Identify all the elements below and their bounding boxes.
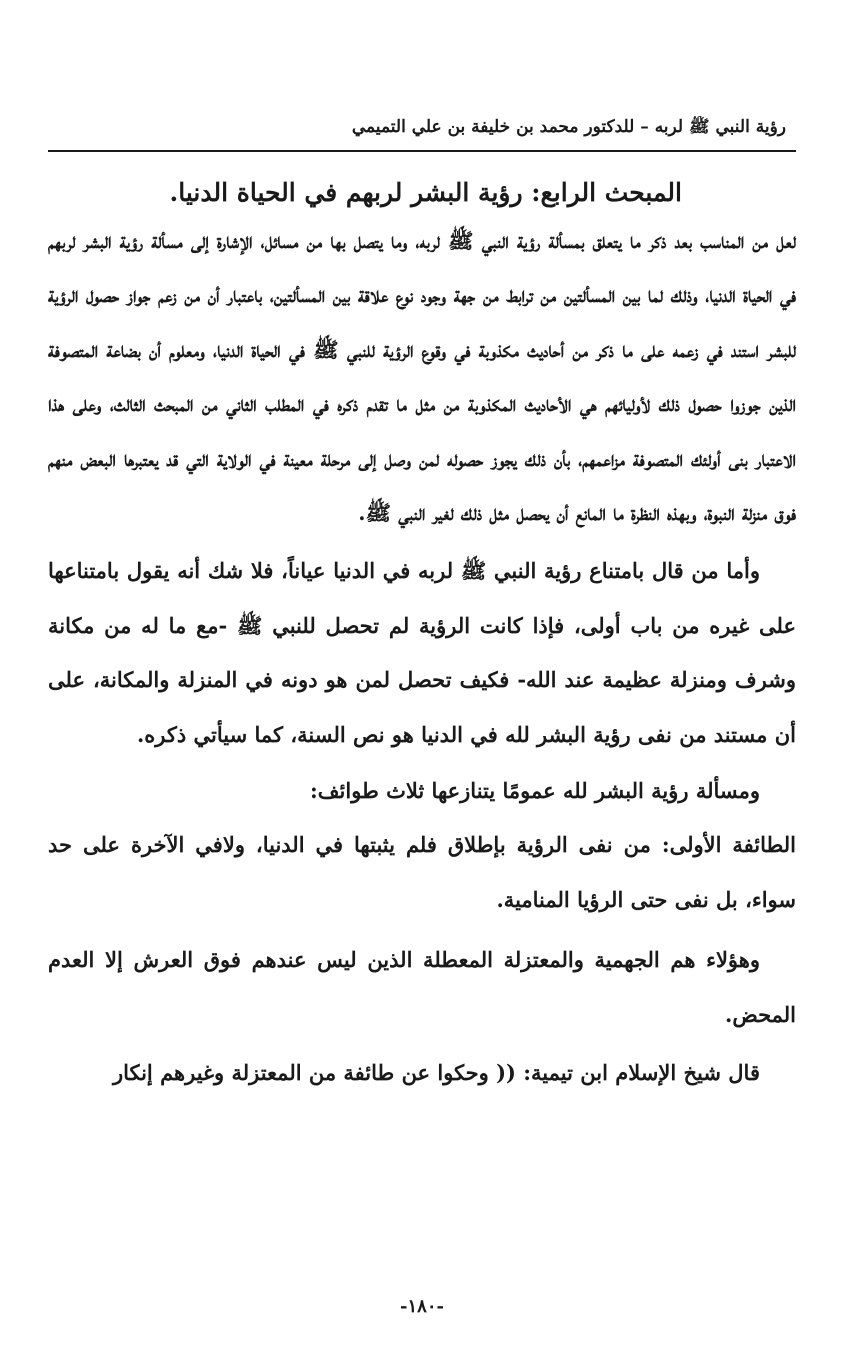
header-rule <box>48 150 796 152</box>
document-page <box>48 116 796 1316</box>
paragraph-3: ومسألة رؤية البشر لله عمومًا يتنازعها ثلاث طوائف: <box>310 778 760 804</box>
paragraph-5: وهؤلاء هم الجهمية والمعتزلة المعطلة الذين ليس عندهم فوق العرش إلا العدم المحض. <box>48 947 796 1027</box>
paragraph-4: الطائفة الأولى: من نفى الرؤية بإطلاق فلم يثبتها في الدنيا، ولافي الآخرة على حد سواء، بل نفى حتى الرؤيا المنامية. <box>48 832 796 912</box>
section-title: المبحث الرابع: رؤية البشر لربهم في الحياة الدنيا. <box>169 178 682 207</box>
paragraph-6: قال شيخ الإسلام ابن تيمية: (( وحكوا عن طائفة من المعتزلة وغيرهم إنكار <box>112 1060 760 1086</box>
running-header: رؤية النبي ﷺ لربه – للدكتور محمد بن خليفة بن علي التميمي <box>351 117 786 137</box>
page-number: -١٨٠- <box>400 1296 444 1317</box>
paragraph-2: وأما من قال بامتناع رؤية النبي ﷺ لربه في الدنيا عياناً، فلا شك أنه يقول بامتناعها على غيره من باب أولى، فإذا كانت الرؤية لم تحصل للنبي ﷺ -مع ما له من مكانة وشرف ومنزلة عظيمة عند الله- فكيف تحصل لمن هو دونه في المنزلة والمكانة، على أن مستند من نفى رؤية البشر لله في الدنيا هو نص السنة، كما سيأتي ذكره. <box>48 558 796 747</box>
paragraph-1: لعل من المناسب بعد ذكر ما يتعلق بمسألة رؤية النبي ﷺ لربه، وما يتصل بها من مسائل، الإشارة إلى مسألة رؤية البشر لربهم في الحياة الدنيا، وذلك لما بين المسألتين من ترابط من جهة وجود نوع علاقة بين المسألتين، باعتبار أن من زعم جواز حصول الرؤية للبشر استند في زعمه على ما ذكر من أحاديث مكذوبة في وقوع الرؤية للنبي ﷺ في الحياة الدنيا، ومعلوم أن بضاعة المتصوفة الذين جوزوا حصول ذلك لأوليائهم هي الأحاديث المكذوبة من مثل ما تقدم ذكره في المطلب الثاني من المبحث الثالث، وعلى هذا الاعتبار بنى أولئك المتصوفة مزاعمهم، بأن ذلك يجوز حصوله لمن وصل إلى مرحلة معينة في الولاية التي قد يعتبرها البعض منهم فوق منزلة النبوة، وبهذه النظرة ما المانع أن يحصل مثل ذلك لغير النبي ﷺ. <box>48 228 796 526</box>
